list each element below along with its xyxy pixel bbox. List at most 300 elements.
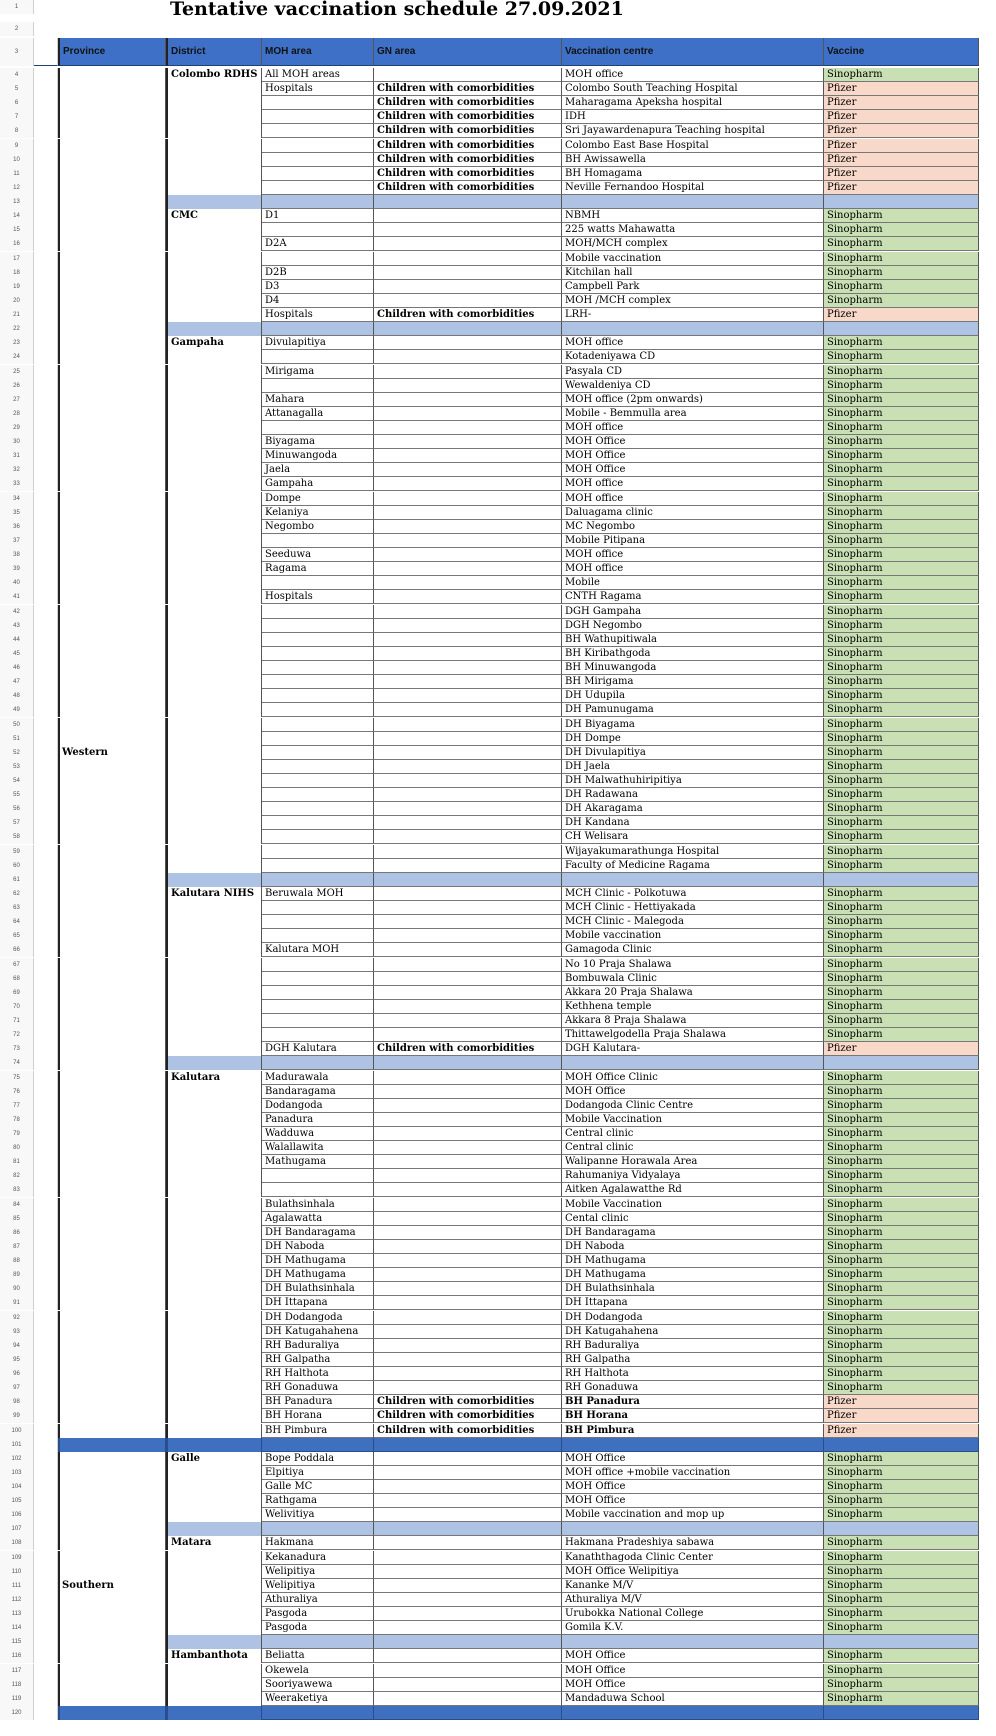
- cell-moh-area[interactable]: Kelaniya: [262, 506, 374, 520]
- cell-vaccination-centre[interactable]: Central clinic: [562, 1141, 824, 1155]
- cell-blank[interactable]: [34, 506, 58, 520]
- cell-district[interactable]: [166, 435, 262, 449]
- cell-province[interactable]: [58, 1085, 166, 1099]
- cell-moh-area[interactable]: Galle MC: [262, 1480, 374, 1494]
- cell-moh-area[interactable]: DH Katugahahena: [262, 1325, 374, 1339]
- cell-province[interactable]: [58, 562, 166, 576]
- cell-moh-area[interactable]: Mirigama: [262, 365, 374, 379]
- cell-blank[interactable]: [34, 958, 58, 972]
- cell-blank[interactable]: [34, 1056, 58, 1070]
- cell-vaccination-centre[interactable]: MOH office: [562, 548, 824, 562]
- cell-vaccination-centre[interactable]: Wijayakumarathunga Hospital: [562, 845, 824, 859]
- cell-gn-area[interactable]: [374, 1579, 562, 1593]
- cell-vaccine[interactable]: Sinopharm: [824, 492, 979, 506]
- cell-district[interactable]: CMC: [166, 209, 262, 223]
- cell-moh-area[interactable]: Jaela: [262, 463, 374, 477]
- cell-vaccination-centre[interactable]: MOH office: [562, 492, 824, 506]
- cell-moh-area[interactable]: [262, 689, 374, 703]
- cell-vaccination-centre[interactable]: Mobile Vaccination: [562, 1198, 824, 1212]
- cell-blank[interactable]: [34, 1635, 58, 1649]
- cell-district[interactable]: [166, 972, 262, 986]
- cell-province[interactable]: [58, 887, 166, 901]
- cell-province[interactable]: [58, 449, 166, 463]
- cell-blank[interactable]: [34, 68, 58, 82]
- cell-district[interactable]: [166, 760, 262, 774]
- cell-moh-area[interactable]: Seeduwa: [262, 548, 374, 562]
- cell-district[interactable]: [166, 830, 262, 844]
- cell-moh-area[interactable]: [262, 774, 374, 788]
- cell-gn-area[interactable]: [374, 562, 562, 576]
- cell-blank[interactable]: [34, 520, 58, 534]
- cell-vaccine[interactable]: Sinopharm: [824, 986, 979, 1000]
- cell-vaccination-centre[interactable]: CH Welisara: [562, 830, 824, 844]
- cell-moh-area[interactable]: [262, 647, 374, 661]
- cell-blank[interactable]: [34, 1409, 58, 1423]
- cell-province[interactable]: [58, 1071, 166, 1085]
- cell-gn-area[interactable]: [374, 915, 562, 929]
- cell-vaccination-centre[interactable]: Mobile Vaccination: [562, 1113, 824, 1127]
- cell-province[interactable]: [58, 1409, 166, 1423]
- cell-moh-area[interactable]: Divulapitiya: [262, 336, 374, 350]
- cell-gn-area[interactable]: [374, 68, 562, 82]
- cell-gn-area[interactable]: [374, 1480, 562, 1494]
- cell-moh-area[interactable]: Wadduwa: [262, 1127, 374, 1141]
- cell-province[interactable]: [58, 703, 166, 717]
- cell-blank[interactable]: [34, 675, 58, 689]
- cell-district[interactable]: [166, 1085, 262, 1099]
- cell-province[interactable]: [58, 1466, 166, 1480]
- cell-moh-area[interactable]: Walallawita: [262, 1141, 374, 1155]
- cell-moh-area[interactable]: DH Mathugama: [262, 1268, 374, 1282]
- cell-moh-area[interactable]: Biyagama: [262, 435, 374, 449]
- cell-gn-area[interactable]: [374, 1240, 562, 1254]
- cell-vaccination-centre[interactable]: Thittawelgodella Praja Shalawa: [562, 1028, 824, 1042]
- cell-district[interactable]: [166, 915, 262, 929]
- cell-gn-area[interactable]: [374, 365, 562, 379]
- cell-blank[interactable]: [34, 1085, 58, 1099]
- cell-moh-area[interactable]: [262, 1706, 374, 1720]
- cell-blank[interactable]: [34, 1099, 58, 1113]
- cell-gn-area[interactable]: [374, 1678, 562, 1692]
- cell-province[interactable]: [58, 689, 166, 703]
- cell-district[interactable]: [166, 139, 262, 153]
- cell-province[interactable]: [58, 266, 166, 280]
- cell-gn-area[interactable]: [374, 449, 562, 463]
- cell-district[interactable]: Matara: [166, 1536, 262, 1550]
- cell-moh-area[interactable]: DH Dodangoda: [262, 1311, 374, 1325]
- cell-province[interactable]: [58, 209, 166, 223]
- cell-moh-area[interactable]: BH Pimbura: [262, 1424, 374, 1438]
- cell-vaccine[interactable]: Sinopharm: [824, 590, 979, 604]
- cell-blank[interactable]: [34, 1014, 58, 1028]
- cell-gn-area[interactable]: [374, 1071, 562, 1085]
- cell-blank[interactable]: [34, 534, 58, 548]
- cell-province[interactable]: [58, 463, 166, 477]
- cell-moh-area[interactable]: [262, 929, 374, 943]
- cell-province[interactable]: [58, 590, 166, 604]
- cell-province[interactable]: [58, 280, 166, 294]
- cell-gn-area[interactable]: [374, 534, 562, 548]
- cell-vaccine[interactable]: Sinopharm: [824, 294, 979, 308]
- cell-vaccine[interactable]: [824, 1522, 979, 1536]
- cell-district[interactable]: [166, 167, 262, 181]
- cell-moh-area[interactable]: [262, 1028, 374, 1042]
- cell-vaccine[interactable]: [824, 1438, 979, 1452]
- cell-gn-area[interactable]: Children with comorbidities: [374, 96, 562, 110]
- cell-vaccination-centre[interactable]: DH Katugahahena: [562, 1325, 824, 1339]
- cell-vaccine[interactable]: Pfizer: [824, 124, 979, 138]
- cell-vaccination-centre[interactable]: MOH Office: [562, 449, 824, 463]
- cell-province[interactable]: [58, 1183, 166, 1197]
- cell-blank[interactable]: [34, 548, 58, 562]
- cell-vaccination-centre[interactable]: Mobile - Bemmulla area: [562, 407, 824, 421]
- cell-province[interactable]: [58, 1141, 166, 1155]
- cell-province[interactable]: [58, 1296, 166, 1310]
- cell-province[interactable]: [58, 774, 166, 788]
- cell-province[interactable]: [58, 816, 166, 830]
- cell-province[interactable]: [58, 915, 166, 929]
- cell-moh-area[interactable]: Beruwala MOH: [262, 887, 374, 901]
- cell-vaccine[interactable]: Sinopharm: [824, 379, 979, 393]
- cell-moh-area[interactable]: [262, 223, 374, 237]
- cell-district[interactable]: [166, 958, 262, 972]
- cell-blank[interactable]: [34, 365, 58, 379]
- cell-district[interactable]: [166, 1565, 262, 1579]
- cell-province[interactable]: [58, 958, 166, 972]
- cell-moh-area[interactable]: Welivitiya: [262, 1508, 374, 1522]
- cell-blank[interactable]: [34, 1198, 58, 1212]
- cell-vaccine[interactable]: Sinopharm: [824, 506, 979, 520]
- cell-blank[interactable]: [34, 181, 58, 195]
- cell-moh-area[interactable]: DH Naboda: [262, 1240, 374, 1254]
- cell-province[interactable]: [58, 986, 166, 1000]
- cell-vaccination-centre[interactable]: BH Pimbura: [562, 1424, 824, 1438]
- cell-vaccination-centre[interactable]: MC Negombo: [562, 520, 824, 534]
- cell-moh-area[interactable]: DH Bulathsinhala: [262, 1282, 374, 1296]
- cell-gn-area[interactable]: [374, 1438, 562, 1452]
- cell-vaccine[interactable]: Sinopharm: [824, 1466, 979, 1480]
- cell-gn-area[interactable]: [374, 943, 562, 957]
- cell-gn-area[interactable]: [374, 1494, 562, 1508]
- cell-district[interactable]: [166, 774, 262, 788]
- cell-vaccine[interactable]: [824, 873, 979, 887]
- cell-province[interactable]: [58, 1452, 166, 1466]
- cell-moh-area[interactable]: Negombo: [262, 520, 374, 534]
- cell-moh-area[interactable]: [262, 915, 374, 929]
- cell-district[interactable]: [166, 1607, 262, 1621]
- cell-blank[interactable]: [34, 1565, 58, 1579]
- cell-vaccination-centre[interactable]: Central clinic: [562, 1127, 824, 1141]
- cell-vaccination-centre[interactable]: DH Akaragama: [562, 802, 824, 816]
- cell-vaccine[interactable]: Sinopharm: [824, 1296, 979, 1310]
- cell-vaccine[interactable]: Sinopharm: [824, 68, 979, 82]
- cell-vaccination-centre[interactable]: DH Biyagama: [562, 718, 824, 732]
- cell-province[interactable]: [58, 1664, 166, 1678]
- cell-gn-area[interactable]: [374, 901, 562, 915]
- cell-vaccination-centre[interactable]: MOH Office: [562, 1452, 824, 1466]
- cell-district[interactable]: [166, 1127, 262, 1141]
- cell-blank[interactable]: [34, 1325, 58, 1339]
- cell-moh-area[interactable]: [262, 746, 374, 760]
- cell-gn-area[interactable]: [374, 280, 562, 294]
- cell-vaccination-centre[interactable]: Maharagama Apeksha hospital: [562, 96, 824, 110]
- cell-province[interactable]: [58, 336, 166, 350]
- cell-vaccine[interactable]: Sinopharm: [824, 280, 979, 294]
- cell-vaccination-centre[interactable]: RH Gonaduwa: [562, 1381, 824, 1395]
- cell-vaccine[interactable]: Sinopharm: [824, 534, 979, 548]
- cell-vaccination-centre[interactable]: MOH Office: [562, 1480, 824, 1494]
- cell-moh-area[interactable]: [262, 181, 374, 195]
- cell-vaccination-centre[interactable]: Mobile vaccination: [562, 929, 824, 943]
- cell-gn-area[interactable]: [374, 605, 562, 619]
- cell-blank[interactable]: [34, 308, 58, 322]
- cell-vaccination-centre[interactable]: [562, 1438, 824, 1452]
- cell-moh-area[interactable]: [262, 788, 374, 802]
- cell-blank[interactable]: [34, 929, 58, 943]
- cell-moh-area[interactable]: Okewela: [262, 1664, 374, 1678]
- cell-moh-area[interactable]: [262, 252, 374, 266]
- cell-moh-area[interactable]: Beliatta: [262, 1649, 374, 1663]
- cell-vaccination-centre[interactable]: MCH Clinic - Malegoda: [562, 915, 824, 929]
- header-vaccine[interactable]: Vaccine: [824, 38, 979, 66]
- cell-vaccination-centre[interactable]: MOH Office Welipitiya: [562, 1565, 824, 1579]
- cell-blank[interactable]: [34, 294, 58, 308]
- cell-province[interactable]: [58, 181, 166, 195]
- cell-blank[interactable]: [34, 1183, 58, 1197]
- cell-vaccination-centre[interactable]: BH Awissawella: [562, 153, 824, 167]
- cell-vaccination-centre[interactable]: DH Mathugama: [562, 1254, 824, 1268]
- cell-district[interactable]: [166, 1381, 262, 1395]
- cell-province[interactable]: [58, 1565, 166, 1579]
- cell-province[interactable]: [58, 1551, 166, 1565]
- cell-gn-area[interactable]: [374, 477, 562, 491]
- cell-vaccination-centre[interactable]: DH Divulapitiya: [562, 746, 824, 760]
- cell-district[interactable]: [166, 421, 262, 435]
- cell-moh-area[interactable]: Panadura: [262, 1113, 374, 1127]
- cell-vaccination-centre[interactable]: MOH office (2pm onwards): [562, 393, 824, 407]
- cell-district[interactable]: [166, 1424, 262, 1438]
- cell-moh-area[interactable]: [262, 167, 374, 181]
- cell-moh-area[interactable]: Minuwangoda: [262, 449, 374, 463]
- cell-vaccine[interactable]: Sinopharm: [824, 1381, 979, 1395]
- cell-province[interactable]: [58, 1424, 166, 1438]
- cell-vaccine[interactable]: Sinopharm: [824, 605, 979, 619]
- cell-district[interactable]: [166, 816, 262, 830]
- cell-gn-area[interactable]: [374, 1198, 562, 1212]
- cell-moh-area[interactable]: DH Mathugama: [262, 1254, 374, 1268]
- cell-province[interactable]: [58, 619, 166, 633]
- cell-blank[interactable]: [34, 167, 58, 181]
- cell-vaccine[interactable]: Sinopharm: [824, 1127, 979, 1141]
- cell-blank[interactable]: [34, 1071, 58, 1085]
- cell-blank[interactable]: [34, 746, 58, 760]
- cell-blank[interactable]: [34, 252, 58, 266]
- cell-vaccine[interactable]: Sinopharm: [824, 718, 979, 732]
- cell-gn-area[interactable]: [374, 633, 562, 647]
- cell-gn-area[interactable]: [374, 1607, 562, 1621]
- cell-blank[interactable]: [34, 1254, 58, 1268]
- cell-gn-area[interactable]: [374, 336, 562, 350]
- cell-gn-area[interactable]: Children with comorbidities: [374, 308, 562, 322]
- cell-gn-area[interactable]: [374, 1649, 562, 1663]
- cell-province[interactable]: [58, 322, 166, 336]
- cell-vaccine[interactable]: Pfizer: [824, 1409, 979, 1423]
- cell-blank[interactable]: [34, 1042, 58, 1056]
- cell-gn-area[interactable]: [374, 266, 562, 280]
- cell-province[interactable]: [58, 1635, 166, 1649]
- cell-moh-area[interactable]: [262, 760, 374, 774]
- cell-gn-area[interactable]: [374, 1522, 562, 1536]
- cell-vaccination-centre[interactable]: DH Dompe: [562, 732, 824, 746]
- cell-blank[interactable]: [34, 689, 58, 703]
- cell-district[interactable]: [166, 463, 262, 477]
- cell-blank[interactable]: [34, 322, 58, 336]
- cell-province[interactable]: [58, 548, 166, 562]
- cell-moh-area[interactable]: BH Panadura: [262, 1395, 374, 1409]
- cell-district[interactable]: [166, 1254, 262, 1268]
- cell-gn-area[interactable]: [374, 1381, 562, 1395]
- cell-vaccine[interactable]: Sinopharm: [824, 562, 979, 576]
- cell-province[interactable]: [58, 1155, 166, 1169]
- cell-blank[interactable]: [34, 1593, 58, 1607]
- cell-vaccine[interactable]: Pfizer: [824, 308, 979, 322]
- cell-vaccination-centre[interactable]: Bombuwala Clinic: [562, 972, 824, 986]
- cell-province[interactable]: [58, 1381, 166, 1395]
- cell-vaccination-centre[interactable]: Hakmana Pradeshiya sabawa: [562, 1536, 824, 1550]
- cell-district[interactable]: [166, 1268, 262, 1282]
- cell-moh-area[interactable]: D2B: [262, 266, 374, 280]
- cell-district[interactable]: [166, 350, 262, 364]
- cell-vaccine[interactable]: Sinopharm: [824, 816, 979, 830]
- cell-moh-area[interactable]: Athuraliya: [262, 1593, 374, 1607]
- cell-blank[interactable]: [34, 1339, 58, 1353]
- cell-district[interactable]: [166, 1198, 262, 1212]
- cell-vaccination-centre[interactable]: BH Mirigama: [562, 675, 824, 689]
- cell-province[interactable]: [58, 1198, 166, 1212]
- cell-vaccine[interactable]: Pfizer: [824, 1042, 979, 1056]
- cell-province[interactable]: [58, 1240, 166, 1254]
- cell-province[interactable]: [58, 1282, 166, 1296]
- cell-vaccine[interactable]: Sinopharm: [824, 901, 979, 915]
- cell-province[interactable]: [58, 732, 166, 746]
- cell-district[interactable]: [166, 1014, 262, 1028]
- cell-blank[interactable]: [34, 887, 58, 901]
- cell-vaccine[interactable]: Sinopharm: [824, 1254, 979, 1268]
- cell-province[interactable]: [58, 82, 166, 96]
- cell-gn-area[interactable]: [374, 816, 562, 830]
- cell-gn-area[interactable]: [374, 1536, 562, 1550]
- cell-district[interactable]: [166, 266, 262, 280]
- cell-moh-area[interactable]: [262, 958, 374, 972]
- cell-province[interactable]: [58, 1339, 166, 1353]
- cell-vaccination-centre[interactable]: RH Galpatha: [562, 1353, 824, 1367]
- cell-district[interactable]: [166, 1056, 262, 1070]
- cell-vaccine[interactable]: Pfizer: [824, 139, 979, 153]
- cell-moh-area[interactable]: Mahara: [262, 393, 374, 407]
- cell-blank[interactable]: [34, 1268, 58, 1282]
- cell-gn-area[interactable]: [374, 506, 562, 520]
- cell-vaccination-centre[interactable]: MOH office: [562, 336, 824, 350]
- cell-blank[interactable]: [34, 463, 58, 477]
- cell-vaccine[interactable]: Sinopharm: [824, 1113, 979, 1127]
- cell-vaccine[interactable]: [824, 322, 979, 336]
- cell-district[interactable]: [166, 859, 262, 873]
- cell-gn-area[interactable]: [374, 986, 562, 1000]
- cell-province[interactable]: [58, 1056, 166, 1070]
- cell-vaccination-centre[interactable]: Gomila K.V.: [562, 1621, 824, 1635]
- cell-blank[interactable]: [34, 336, 58, 350]
- cell-district[interactable]: [166, 195, 262, 209]
- cell-district[interactable]: [166, 675, 262, 689]
- cell-gn-area[interactable]: Children with comorbidities: [374, 1395, 562, 1409]
- cell-province[interactable]: [58, 1480, 166, 1494]
- cell-moh-area[interactable]: Weeraketiya: [262, 1692, 374, 1706]
- cell-vaccination-centre[interactable]: RH Baduraliya: [562, 1339, 824, 1353]
- cell-moh-area[interactable]: [262, 972, 374, 986]
- cell-vaccine[interactable]: Sinopharm: [824, 887, 979, 901]
- cell-blank[interactable]: [34, 1353, 58, 1367]
- header-district[interactable]: District: [166, 38, 262, 66]
- cell-district[interactable]: [166, 788, 262, 802]
- cell-gn-area[interactable]: [374, 1339, 562, 1353]
- cell-vaccine[interactable]: Sinopharm: [824, 1085, 979, 1099]
- cell-province[interactable]: [58, 379, 166, 393]
- cell-district[interactable]: [166, 492, 262, 506]
- cell-moh-area[interactable]: [262, 139, 374, 153]
- cell-province[interactable]: [58, 1367, 166, 1381]
- cell-gn-area[interactable]: [374, 1635, 562, 1649]
- cell-gn-area[interactable]: [374, 407, 562, 421]
- cell-province[interactable]: [58, 1042, 166, 1056]
- cell-vaccine[interactable]: Sinopharm: [824, 477, 979, 491]
- cell-district[interactable]: [166, 393, 262, 407]
- cell-vaccination-centre[interactable]: BH Wathupitiwala: [562, 633, 824, 647]
- cell-blank[interactable]: [34, 1508, 58, 1522]
- cell-district[interactable]: [166, 619, 262, 633]
- cell-province[interactable]: [58, 308, 166, 322]
- cell-district[interactable]: [166, 943, 262, 957]
- cell-moh-area[interactable]: [262, 1169, 374, 1183]
- cell-moh-area[interactable]: [262, 124, 374, 138]
- cell-blank[interactable]: [34, 1226, 58, 1240]
- cell-district[interactable]: [166, 449, 262, 463]
- cell-vaccine[interactable]: Sinopharm: [824, 619, 979, 633]
- cell-moh-area[interactable]: Rathgama: [262, 1494, 374, 1508]
- cell-gn-area[interactable]: [374, 492, 562, 506]
- cell-vaccine[interactable]: Sinopharm: [824, 1565, 979, 1579]
- cell-blank[interactable]: [34, 280, 58, 294]
- cell-vaccination-centre[interactable]: IDH: [562, 110, 824, 124]
- cell-province[interactable]: [58, 506, 166, 520]
- cell-province[interactable]: [58, 1099, 166, 1113]
- cell-province[interactable]: [58, 1593, 166, 1607]
- cell-moh-area[interactable]: [262, 605, 374, 619]
- cell-vaccine[interactable]: Sinopharm: [824, 1339, 979, 1353]
- cell-blank[interactable]: [34, 943, 58, 957]
- cell-vaccine[interactable]: Sinopharm: [824, 915, 979, 929]
- cell-province[interactable]: [58, 1678, 166, 1692]
- cell-gn-area[interactable]: [374, 887, 562, 901]
- cell-blank[interactable]: [34, 1000, 58, 1014]
- cell-province[interactable]: [58, 901, 166, 915]
- cell-district[interactable]: [166, 237, 262, 251]
- cell-blank[interactable]: [34, 1169, 58, 1183]
- cell-province[interactable]: [58, 1311, 166, 1325]
- cell-vaccine[interactable]: Sinopharm: [824, 647, 979, 661]
- cell-gn-area[interactable]: [374, 845, 562, 859]
- cell-gn-area[interactable]: [374, 873, 562, 887]
- cell-gn-area[interactable]: [374, 1466, 562, 1480]
